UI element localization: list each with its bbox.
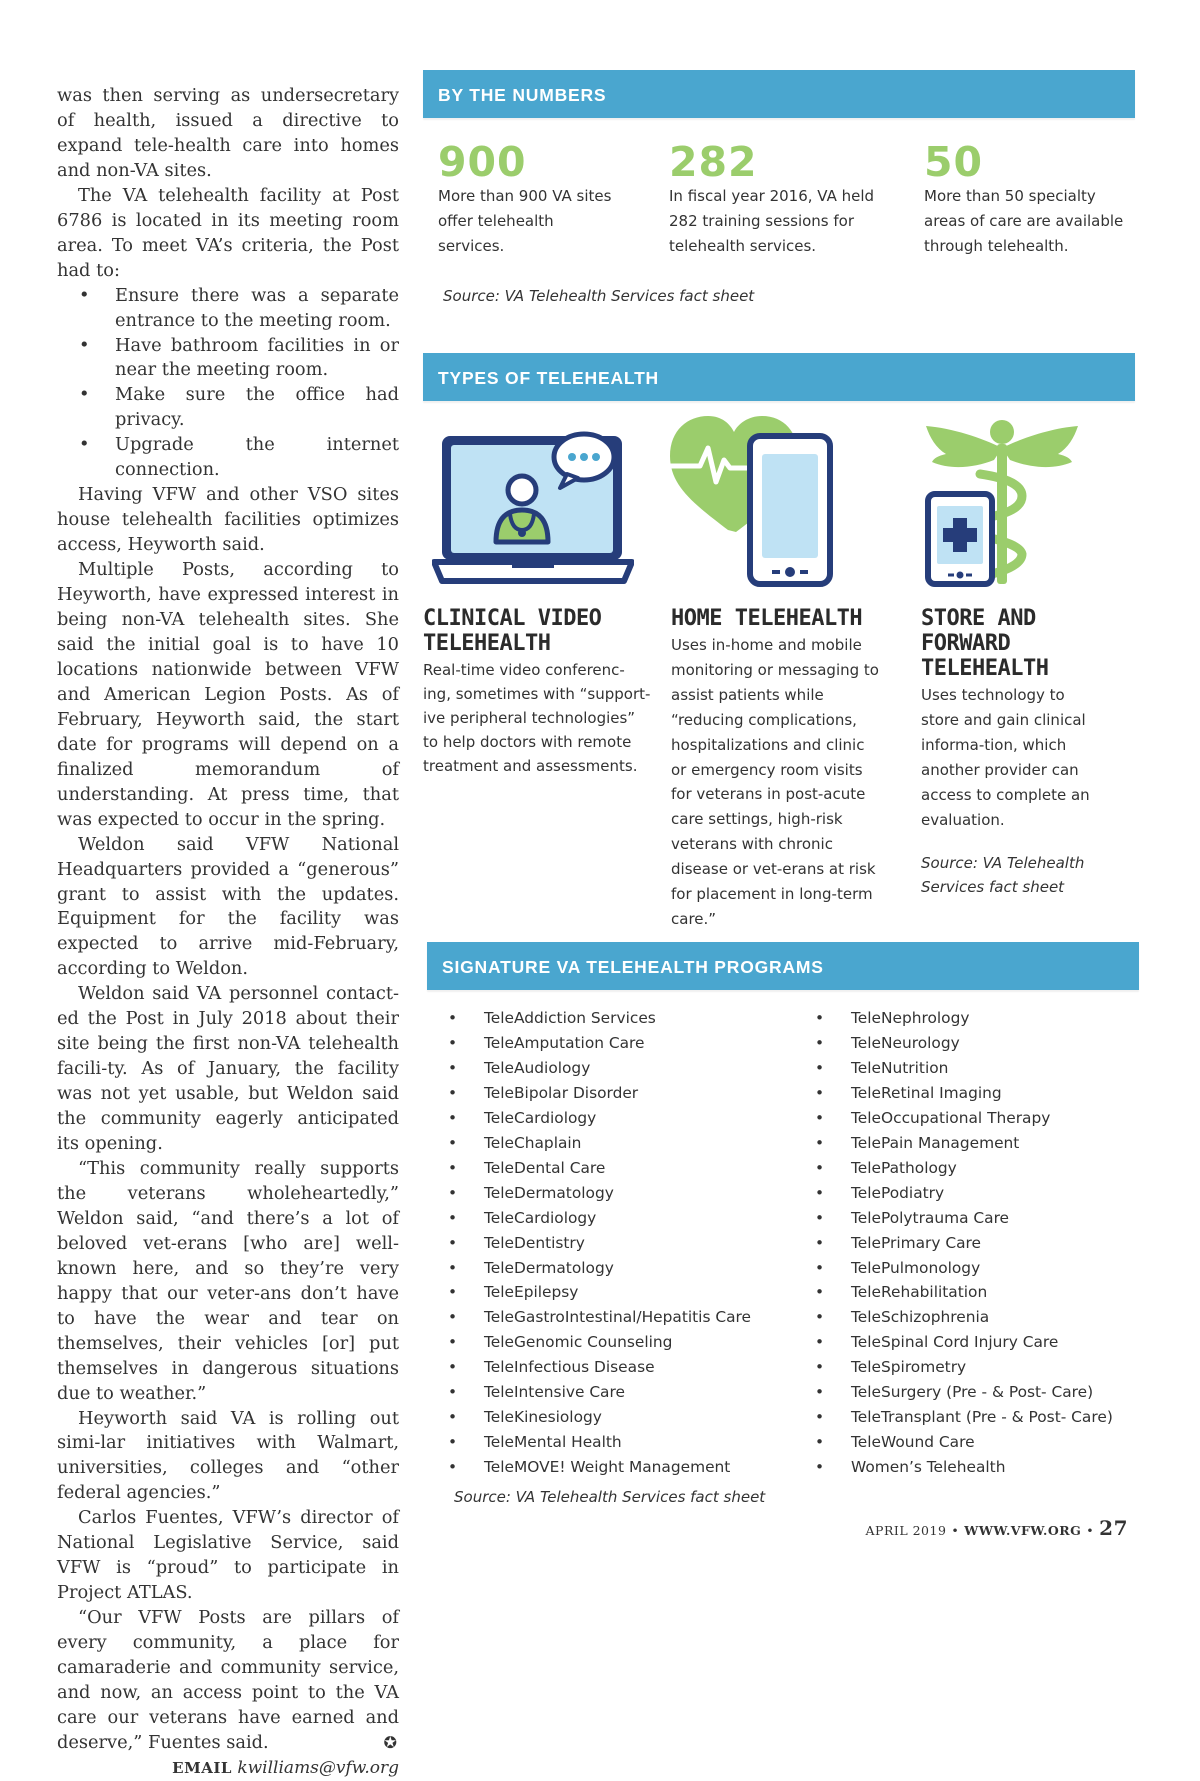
program-item: • TeleDentistry <box>448 1231 808 1256</box>
type-title: TELEHEALTH <box>423 631 551 656</box>
end-mark-icon: ✪ <box>383 1732 397 1752</box>
author-email <box>57 1756 399 1781</box>
type-home-telehealth <box>671 606 886 932</box>
program-item: • TeleRetinal Imaging <box>815 1081 1135 1106</box>
program-item: • TeleNutrition <box>815 1056 1135 1081</box>
page-number: 27 <box>1099 1516 1128 1540</box>
program-item: • TeleSpinal Cord Injury Care <box>815 1330 1135 1355</box>
programs-source: Source: VA Telehealth Services fact sheet <box>454 1488 766 1506</box>
article-paragraph: Heyworth said VA is rolling out simi-lar initiatives with Walmart, universities, colleges and “other federal agencies.” <box>57 1407 399 1504</box>
program-item: • TeleAddiction Services <box>448 1006 808 1031</box>
program-item: • TelePolytrauma Care <box>815 1206 1135 1231</box>
program-item: • TeleMOVE! Weight Management <box>448 1455 808 1480</box>
numbers-source: Source: VA Telehealth Services fact sheet <box>443 287 755 305</box>
article-paragraph: The VA telehealth facility at Post 6786 is located in its meeting room area. To meet VA’s criteria, the Post had to: <box>57 184 399 281</box>
types-source: Source: VA Telehealth Services fact sheet <box>921 854 1085 897</box>
list-item: • Make sure the office had privacy. <box>115 383 399 433</box>
program-item: • TeleInfectious Disease <box>448 1355 808 1380</box>
program-item: • TeleChaplain <box>448 1131 808 1156</box>
stat-block <box>924 140 1139 259</box>
article-quote: “Our VFW Posts are pillars of every community, a place for camaraderie and community service, and now, an access point to the VA care our veterans have earned and deserve,” Fuentes said. <box>57 1607 399 1753</box>
program-item: • TeleKinesiology <box>448 1405 808 1430</box>
program-item: • TeleRehabilitation <box>815 1280 1135 1305</box>
stat-block <box>669 140 899 259</box>
article-paragraph: Having VFW and other VSO sites house telehealth facilities optimizes access, Heyworth said. <box>57 484 399 556</box>
stat-value: 50 <box>924 138 984 186</box>
stat-text: In fiscal year 2016, VA held 282 training sessions for telehealth services. <box>669 187 875 255</box>
program-item: • TeleCardiology <box>448 1106 808 1131</box>
type-store-forward <box>921 606 1136 899</box>
programs-list-left <box>448 1006 808 1480</box>
type-description: Real-time video conferenc-ing, sometimes with “support-ive peripheral technologies” to help doctors with remote treatment and assessments. <box>423 661 651 775</box>
article-paragraph: Multiple Posts, according to Heyworth, have expressed interest in being non-VA telehealth sites. She said the initial goal is to have 10 locations nationwide between VFW and American Legion Posts. As of February, Heyworth said, the start date for programs will depend on a finalized memorandum of understanding. At press time, that was expected to occur in the spring. <box>57 559 399 830</box>
program-item: • TelePathology <box>815 1156 1135 1181</box>
program-item: • TelePodiatry <box>815 1181 1135 1206</box>
email-address[interactable]: kwilliams@vfw.org <box>237 1757 399 1778</box>
program-item: • TeleNeurology <box>815 1031 1135 1056</box>
program-item: • TeleMental Health <box>448 1430 808 1455</box>
caduceus-tablet-icon <box>922 414 1082 590</box>
program-item: • TeleWound Care <box>815 1430 1135 1455</box>
type-description: Uses technology to store and gain clinical informa-tion, which another provider can access to complete an evaluation. <box>921 686 1090 829</box>
program-item: • TeleGenomic Counseling <box>448 1330 808 1355</box>
program-item: • TeleDermatology <box>448 1256 808 1281</box>
program-item: • TeleEpilepsy <box>448 1280 808 1305</box>
list-item: • Have bathroom facilities in or near the meeting room. <box>115 334 399 384</box>
program-item: • TeleIntensive Care <box>448 1380 808 1405</box>
article-paragraph: Weldon said VFW National Headquarters provided a “generous” grant to assist with the updates. Equipment for the facility was expected to arrive mid-February, according to Weldon. <box>57 833 399 980</box>
criteria-list <box>57 284 399 484</box>
program-item: • TeleGastroIntestinal/Hepatitis Care <box>448 1305 808 1330</box>
type-title: HOME TELEHEALTH <box>671 606 863 631</box>
issue-date: APRIL 2019 <box>865 1523 947 1538</box>
stat-value: 282 <box>669 138 758 186</box>
type-title: CLINICAL VIDEO <box>423 606 602 631</box>
program-item: • TelePain Management <box>815 1131 1135 1156</box>
program-item: • Women’s Telehealth <box>815 1455 1135 1480</box>
program-item: • TeleCardiology <box>448 1206 808 1231</box>
program-item: • TeleTransplant (Pre - & Post- Care) <box>815 1405 1135 1430</box>
list-item: • Ensure there was a separate entrance to the meeting room. <box>115 284 399 334</box>
article-paragraph: Carlos Fuentes, VFW’s director of National Legislative Service, said VFW is “proud” to participate in Project ATLAS. <box>57 1507 399 1604</box>
page-footer <box>866 1516 1128 1540</box>
programs-header: SIGNATURE VA TELEHEALTH PROGRAMS <box>427 942 1139 990</box>
stat-text: More than 900 VA sites offer telehealth services. <box>438 187 612 255</box>
program-item: • TeleNephrology <box>815 1006 1135 1031</box>
site-url[interactable]: WWW.VFW.ORG <box>964 1523 1082 1538</box>
article-paragraph: Weldon said VA personnel contact-ed the Post in July 2018 about their site being the first non-VA telehealth facili-ty. As of January, the facility was not yet usable, but Weldon said the community eagerly anticipated its opening. <box>57 983 399 1155</box>
article-paragraph <box>57 1606 399 1756</box>
article-column <box>57 84 399 1781</box>
program-item: • TeleBipolar Disorder <box>448 1081 808 1106</box>
stat-value: 900 <box>438 138 527 186</box>
laptop-doctor-icon <box>432 430 634 586</box>
program-item: • TeleSurgery (Pre - & Post- Care) <box>815 1380 1135 1405</box>
type-description: Uses in-home and mobile monitoring or messaging to assist patients while “reducing complications, hospitalizations and clinic or emergency room visits for veterans in post-acute care settings, high-risk veterans with chronic disease or vet-erans at risk for placement in long-term care.” <box>671 636 879 928</box>
program-item: • TeleAudiology <box>448 1056 808 1081</box>
types-header: TYPES OF TELEHEALTH <box>423 353 1135 401</box>
footer-separator: • <box>1086 1523 1095 1538</box>
list-item: • Upgrade the internet connection. <box>115 433 399 483</box>
programs-list-right <box>815 1006 1135 1480</box>
program-item: • TeleDental Care <box>448 1156 808 1181</box>
type-title: STORE AND FORWARD <box>921 606 1036 656</box>
program-item: • TeleDermatology <box>448 1181 808 1206</box>
numbers-header: BY THE NUMBERS <box>423 70 1135 118</box>
program-item: • TeleOccupational Therapy <box>815 1106 1135 1131</box>
heart-phone-icon <box>666 412 836 590</box>
program-item: • TeleAmputation Care <box>448 1031 808 1056</box>
program-item: • TeleSchizophrenia <box>815 1305 1135 1330</box>
stat-block <box>438 140 653 259</box>
type-clinical-video <box>423 606 653 778</box>
program-item: • TelePrimary Care <box>815 1231 1135 1256</box>
email-label: EMAIL <box>172 1758 232 1777</box>
article-paragraph: was then serving as undersecretary of health, issued a directive to expand tele-health care into homes and non-VA sites. <box>57 85 399 181</box>
program-item: • TeleSpirometry <box>815 1355 1135 1380</box>
article-paragraph: “This community really supports the veterans wholeheartedly,” Weldon said, “and there’s a lot of beloved vet-erans [who are] well-known here, and so they’re very happy that our veter-ans don’t have to have the wear and tear on themselves, their vehicles [or] put themselves in dangerous situations due to weather.” <box>57 1157 399 1404</box>
footer-separator: • <box>951 1523 960 1538</box>
program-item: • TelePulmonology <box>815 1256 1135 1281</box>
type-title: TELEHEALTH <box>921 656 1049 681</box>
stat-text: More than 50 specialty areas of care are available through telehealth. <box>924 187 1124 255</box>
